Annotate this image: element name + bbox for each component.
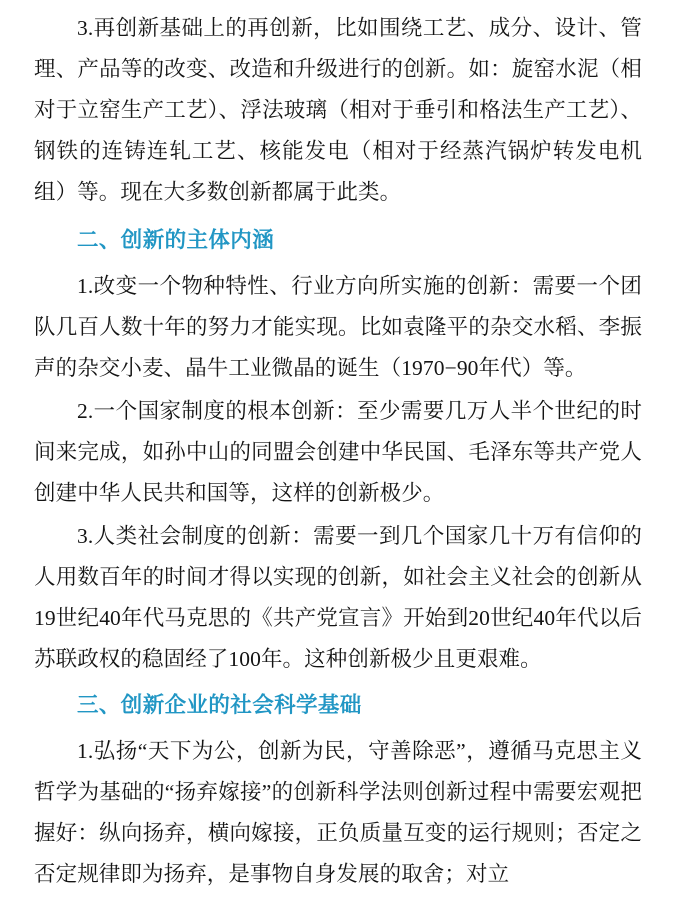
paragraph-reinnovation: 3.再创新基础上的再创新，比如围绕工艺、成分、设计、管理、产品等的改变、改造和升级进行的创新。如：旋窑水泥（相对于立窑生产工艺）、浮法玻璃（相对于垂引和格法生产工艺）、钢铁的连铸连轧工艺、核能发电（相对于经蒸汽锅炉转发电机组）等。现在大多数创新都属于此类。	[34, 16, 642, 204]
heading-section-three: 三、创新企业的社会科学基础	[77, 693, 362, 717]
heading-section-two: 二、创新的主体内涵	[77, 228, 275, 252]
paragraph-national-system-innovation: 2.一个国家制度的根本创新：至少需要几万人半个世纪的时间来完成，如孙中山的同盟会创建中华民国、毛泽东等共产党人创建中华人民共和国等，这样的创新极少。	[34, 399, 642, 505]
paragraph-philosophy-basis: 1.弘扬“天下为公，创新为民，守善除恶”，遵循马克思主义哲学为基础的“扬弃嫁接”的创新科学法则创新过程中需要宏观把握好：纵向扬弃，横向嫁接，正负质量互变的运行规则；否定之否定规律即为扬弃，是事物自身发展的取舍；对立	[34, 739, 642, 886]
paragraph-species-industry-innovation: 1.改变一个物种特性、行业方向所实施的创新：需要一个团队几百人数十年的努力才能实现。比如袁隆平的杂交水稻、李振声的杂交小麦、晶牛工业微晶的诞生（1970−90年代）等。	[34, 274, 642, 380]
paragraph-human-society-innovation: 3.人类社会制度的创新：需要一到几个国家几十万有信仰的人用数百年的时间才得以实现的创新，如社会主义社会的创新从19世纪40年代马克思的《共产党宣言》开始到20世纪40年代以后苏联政权的稳固经了100年。这种创新极少且更艰难。	[34, 524, 642, 671]
